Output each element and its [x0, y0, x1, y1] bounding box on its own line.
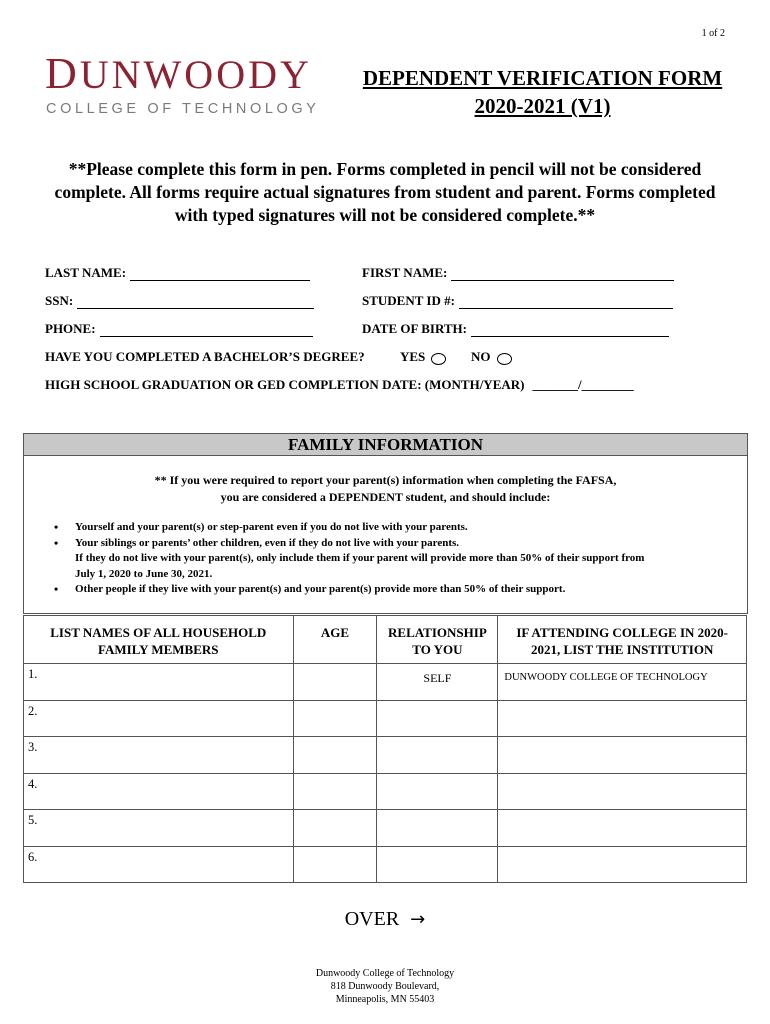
family-bullet-text: Other people if they live with your parent(s) and your parent(s) provide more than 50% of their support. — [75, 583, 566, 595]
member-name-cell[interactable]: 5. — [24, 810, 294, 847]
last-name-field — [45, 265, 310, 281]
family-bullet — [54, 536, 734, 583]
family-intro-line2: you are considered a DEPENDENT student, and should include: — [220, 490, 551, 504]
address-line2: 818 Dunwoody Boulevard, — [330, 981, 440, 992]
no-radio[interactable] — [497, 353, 512, 365]
family-information-box — [23, 433, 748, 614]
age-cell[interactable] — [293, 737, 377, 774]
first-name-field — [362, 265, 674, 281]
relationship-cell[interactable] — [377, 700, 498, 737]
member-name-cell[interactable]: 2. — [24, 700, 294, 737]
member-name-cell[interactable]: 1. — [24, 664, 294, 701]
institution-cell[interactable] — [498, 846, 747, 883]
hs-grad-label: HIGH SCHOOL GRADUATION OR GED COMPLETION DATE: (MONTH/YEAR) — [45, 377, 525, 392]
institution-cell[interactable] — [498, 737, 747, 774]
family-bullet — [54, 520, 734, 536]
institution-cell[interactable]: DUNWOODY COLLEGE OF TECHNOLOGY — [498, 664, 747, 701]
logo-subtitle: COLLEGE OF TECHNOLOGY — [46, 101, 320, 117]
page-number: 1 of 2 — [701, 28, 725, 39]
phone-field — [45, 321, 313, 337]
family-bullet-extra: July 1, 2020 to June 30, 2021. — [75, 567, 213, 580]
phone-input[interactable] — [100, 322, 313, 337]
age-cell[interactable] — [293, 810, 377, 847]
bachelor-yes-option — [400, 349, 446, 365]
institution-cell[interactable] — [498, 810, 747, 847]
no-label: NO — [471, 349, 491, 364]
family-bullet — [54, 582, 734, 598]
student-id-input[interactable] — [459, 294, 673, 309]
table-row — [24, 664, 747, 701]
form-title-line2: 2020-2021 (V1) — [474, 94, 611, 118]
bachelor-label: HAVE YOU COMPLETED A BACHELOR’S DEGREE? — [45, 349, 365, 364]
institution-cell[interactable] — [498, 700, 747, 737]
member-name-cell[interactable]: 4. — [24, 773, 294, 810]
logo-first-letter: D — [45, 49, 80, 98]
institution-cell[interactable] — [498, 773, 747, 810]
address-line3: Minneapolis, MN 55403 — [335, 994, 435, 1005]
relationship-cell[interactable] — [377, 810, 498, 847]
hs-grad-input[interactable]: _______/________ — [532, 377, 634, 392]
first-name-label: FIRST NAME: — [362, 265, 448, 280]
family-bullet-text: Your siblings or parents’ other children, even if they do not live with your parents. — [75, 536, 460, 549]
member-name-cell[interactable]: 6. — [24, 846, 294, 883]
student-id-label: STUDENT ID #: — [362, 293, 455, 308]
student-id-field — [362, 293, 673, 309]
col-header-names: LIST NAMES OF ALL HOUSEHOLD FAMILY MEMBERS — [24, 616, 294, 664]
form-title — [345, 64, 740, 120]
table-row — [24, 700, 747, 737]
over-text: OVER — [344, 908, 400, 930]
ssn-label: SSN: — [45, 293, 74, 308]
bachelor-question — [45, 349, 365, 365]
ssn-field — [45, 293, 314, 309]
dob-label: DATE OF BIRTH: — [362, 321, 467, 336]
dob-input[interactable] — [471, 322, 669, 337]
age-cell[interactable] — [293, 664, 377, 701]
col-header-institution: IF ATTENDING COLLEGE IN 2020-2021, LIST THE INSTITUTION — [498, 616, 747, 664]
yes-radio[interactable] — [431, 353, 446, 365]
logo-wordmark — [45, 49, 312, 98]
ssn-input[interactable] — [77, 294, 314, 309]
relationship-cell[interactable] — [377, 737, 498, 774]
footer-address — [0, 967, 770, 1006]
family-bullets — [54, 520, 734, 598]
table-row — [24, 846, 747, 883]
table-row — [24, 810, 747, 847]
member-name-cell[interactable]: 3. — [24, 737, 294, 774]
table-row — [24, 737, 747, 774]
dob-field — [362, 321, 669, 337]
household-table — [23, 615, 747, 883]
age-cell[interactable] — [293, 846, 377, 883]
family-bullet-text: Yourself and your parent(s) or step-parent even if you do not live with your parents. — [75, 521, 468, 533]
age-cell[interactable] — [293, 700, 377, 737]
family-bullet-extra: If they do not live with your parent(s), only include them if your parent will provide more than 50% of their support from — [75, 552, 645, 564]
logo-rest: UNWOODY — [79, 52, 312, 97]
phone-label: PHONE: — [45, 321, 96, 336]
last-name-label: LAST NAME: — [45, 265, 127, 280]
table-header-row — [24, 616, 747, 664]
last-name-input[interactable] — [130, 266, 310, 281]
first-name-input[interactable] — [451, 266, 674, 281]
over-indicator — [0, 908, 770, 931]
arrow-right-icon: → — [410, 909, 426, 930]
relationship-cell[interactable] — [377, 846, 498, 883]
relationship-cell[interactable]: SELF — [377, 664, 498, 701]
address-line1: Dunwoody College of Technology — [315, 968, 455, 979]
family-intro-line1: ** If you were required to report your parent(s) information when completing the FAFSA, — [154, 473, 617, 487]
relationship-cell[interactable] — [377, 773, 498, 810]
family-intro — [24, 472, 747, 506]
yes-label: YES — [400, 349, 426, 364]
col-header-age: AGE — [293, 616, 377, 664]
form-title-line1: DEPENDENT VERIFICATION FORM — [362, 66, 723, 90]
bachelor-no-option — [471, 349, 512, 365]
family-information-header: FAMILY INFORMATION — [24, 434, 747, 456]
hs-grad-field — [45, 377, 634, 393]
table-row — [24, 773, 747, 810]
col-header-relationship: RELATIONSHIP TO YOU — [377, 616, 498, 664]
pen-notice: **Please complete this form in pen. Forms completed in pencil will not be considered complete. All forms require actual signatures from student and parent. Forms completed with typed signatures will not be considered complete.** — [54, 159, 716, 225]
age-cell[interactable] — [293, 773, 377, 810]
